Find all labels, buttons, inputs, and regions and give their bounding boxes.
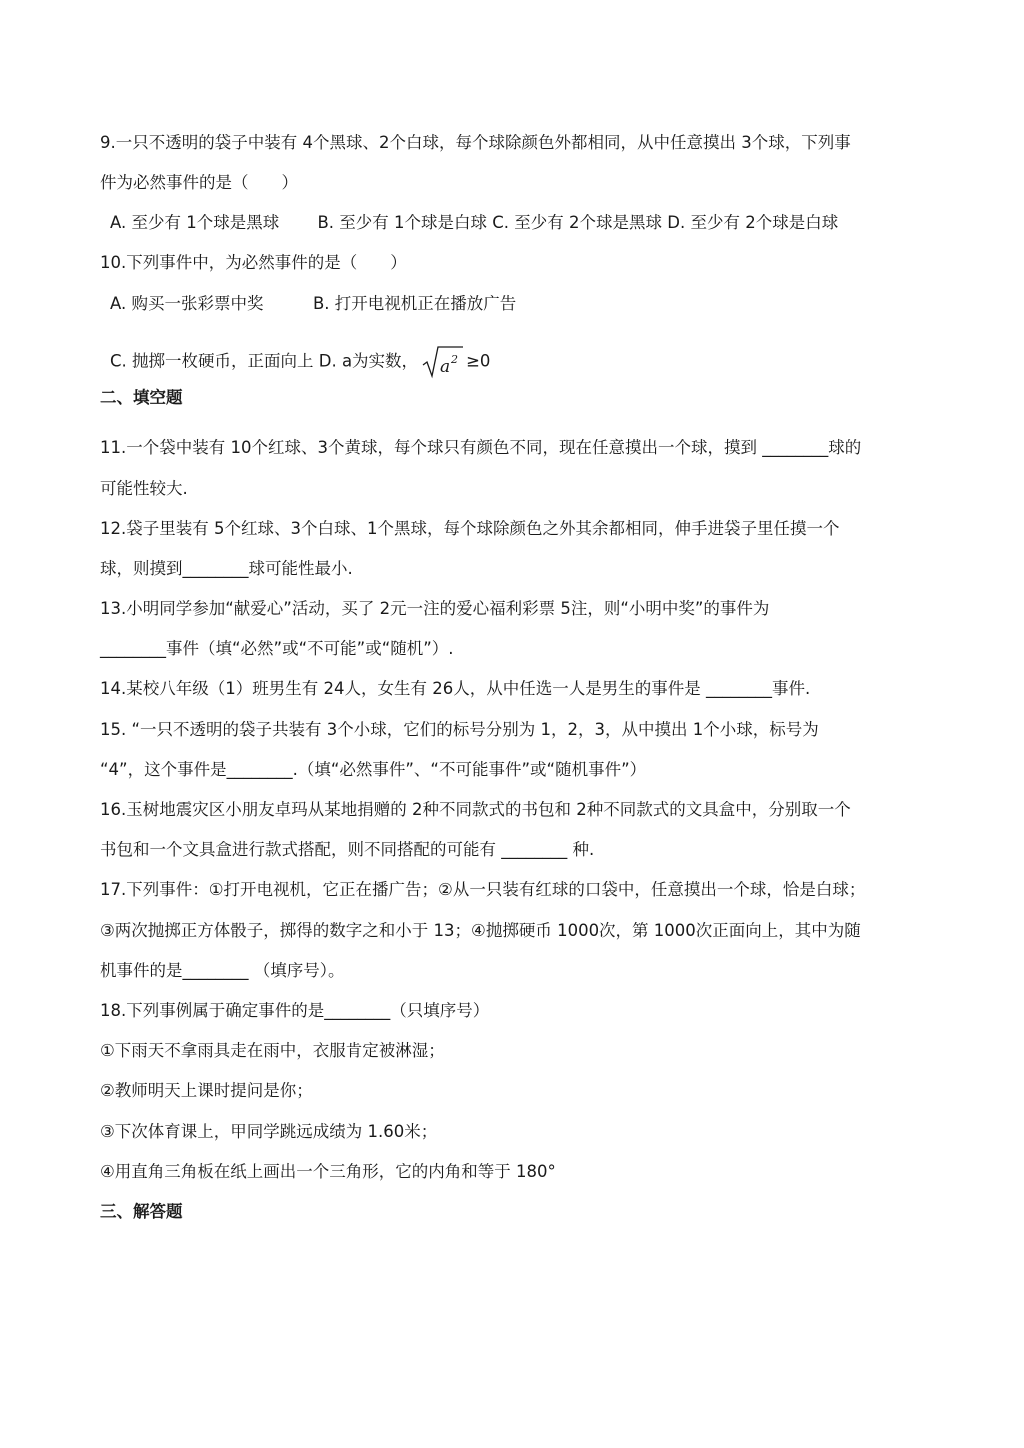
q16-line1: 16.玉树地震灾区小朋友卓玛从某地捐赠的 2种不同款式的书包和 2种不同款式的文具盒中，分别取一个	[100, 800, 851, 819]
q10-options-ab: A. 购买一张彩票中奖 B. 打开电视机正在播放广告	[110, 294, 517, 313]
q18-item-2: ②教师明天上课时提问是你；	[100, 1081, 313, 1100]
q12-line1: 12.袋子里装有 5个红球、3个白球、1个黑球，每个球除颜色之外其余都相同，伸手进袋子里任摸一个	[100, 519, 840, 538]
sqrt-symbol-icon	[422, 345, 464, 379]
q18-item-1: ①下雨天不拿雨具走在雨中，衣服肯定被淋湿；	[100, 1041, 445, 1060]
svg-text:a: a	[440, 357, 451, 377]
q17-line2: ③两次抛掷正方体骰子，掷得的数字之和小于 13；④抛掷硬币 1000次，第 1000次正面向上，其中为随	[100, 921, 861, 940]
section-heading-answer: 三、解答题	[100, 1202, 183, 1221]
q13-line2: ________事件（填“必然”或“不可能”或“随机”）.	[100, 639, 454, 658]
q18-item-3: ③下次体育课上，甲同学跳远成绩为 1.60米；	[100, 1122, 438, 1141]
q9-stem-line1: 9.一只不透明的袋子中装有 4个黑球、2个白球，每个球除颜色外都相同，从中任意摸出 3个球，下列事	[100, 133, 851, 152]
svg-text:2: 2	[451, 353, 459, 366]
q15-line1: 15. “一只不透明的袋子共装有 3个小球，它们的标号分别为 1，2，3，从中摸出 1个小球，标号为	[100, 720, 819, 739]
sqrt-expression	[422, 345, 464, 379]
q9-options: A. 至少有 1个球是黑球 B. 至少有 1个球是白球 C. 至少有 2个球是黑球 D. 至少有 2个球是白球	[110, 213, 839, 232]
question-14: 14.某校八年级（1）班男生有 24人，女生有 26人，从中任选一人是男生的事件是 ________事件.	[100, 679, 811, 698]
q10-options-cd-suffix: ≥0	[466, 351, 491, 371]
q10-options-cd	[110, 345, 490, 379]
q10-options-cd-prefix: C. 抛掷一枚硬币，正面向上 D. a为实数，	[110, 351, 419, 371]
q13-line1: 13.小明同学参加“献爱心”活动，买了 2元一注的爱心福利彩票 5注，则“小明中奖”的事件为	[100, 599, 770, 618]
q11-line2: 可能性较大.	[100, 479, 188, 498]
q17-line1: 17.下列事件：①打开电视机，它正在播广告；②从一只装有红球的口袋中，任意摸出一个球，恰是白球；	[100, 880, 866, 899]
section-heading-fill-in: 二、填空题	[100, 388, 183, 407]
q9-stem-line2: 件为必然事件的是（ ）	[100, 173, 298, 192]
q15-line2: “4”，这个事件是________.（填“必然事件”、“不可能事件”或“随机事件”）	[100, 760, 647, 779]
q12-line2: 球，则摸到________球可能性最小.	[100, 559, 353, 578]
q10-stem: 10.下列事件中，为必然事件的是（ ）	[100, 253, 407, 272]
q16-line2: 书包和一个文具盒进行款式搭配，则不同搭配的可能有 ________ 种.	[100, 840, 595, 859]
q18-item-4: ④用直角三角板在纸上画出一个三角形，它的内角和等于 180°	[100, 1162, 556, 1181]
q17-line3: 机事件的是________ （填序号）。	[100, 961, 345, 980]
q11-line1: 11.一个袋中装有 10个红球、3个黄球，每个球只有颜色不同，现在任意摸出一个球，摸到 ________球的	[100, 438, 862, 457]
q18-stem: 18.下列事例属于确定事件的是________（只填序号）	[100, 1001, 490, 1020]
